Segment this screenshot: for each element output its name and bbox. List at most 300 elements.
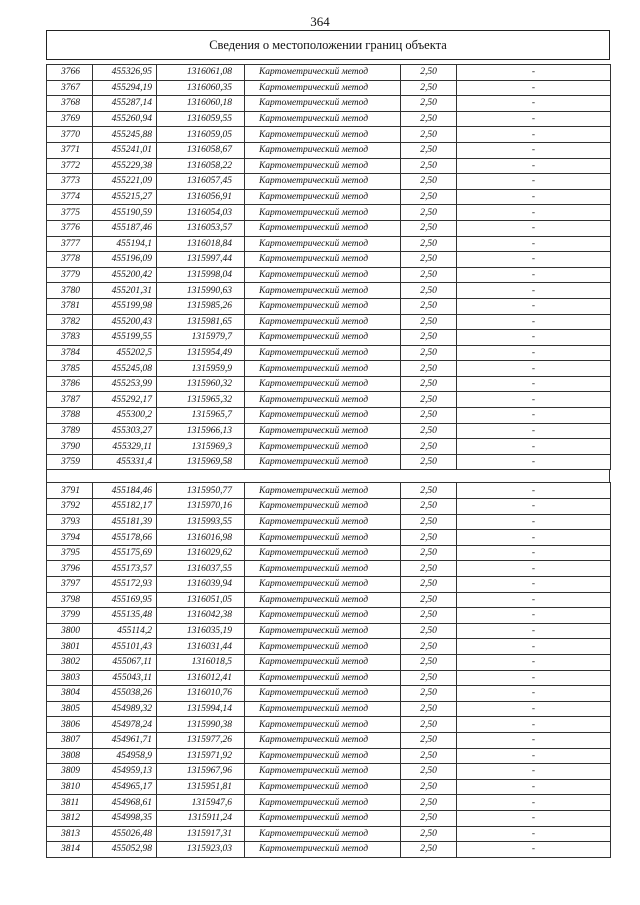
accuracy-cell: 2,50 (401, 267, 457, 283)
x-coordinate-cell: 455294,19 (93, 80, 157, 96)
description-cell: - (457, 111, 611, 127)
method-cell: Картометрический метод (245, 748, 401, 764)
table-row (47, 842, 611, 858)
y-coordinate-cell: 1315966,13 (157, 423, 245, 439)
point-number-cell: 3810 (47, 779, 93, 795)
description-cell: - (457, 392, 611, 408)
y-coordinate-cell: 1315993,55 (157, 514, 245, 530)
method-cell: Картометрический метод (245, 408, 401, 424)
point-number-cell: 3766 (47, 65, 93, 81)
page-number: 364 (310, 14, 330, 29)
method-cell: Картометрический метод (245, 608, 401, 624)
y-coordinate-cell: 1316031,44 (157, 639, 245, 655)
x-coordinate-cell: 455245,88 (93, 127, 157, 143)
table-row (47, 748, 611, 764)
table-row (47, 623, 611, 639)
description-cell: - (457, 127, 611, 143)
y-coordinate-cell: 1315969,3 (157, 439, 245, 455)
y-coordinate-cell: 1316061,08 (157, 65, 245, 81)
y-coordinate-cell: 1316058,22 (157, 158, 245, 174)
method-cell: Картометрический метод (245, 842, 401, 858)
y-coordinate-cell: 1315970,16 (157, 499, 245, 515)
x-coordinate-cell: 454959,13 (93, 764, 157, 780)
description-cell: - (457, 499, 611, 515)
x-coordinate-cell: 455175,69 (93, 545, 157, 561)
method-cell: Картометрический метод (245, 252, 401, 268)
table-row (47, 96, 611, 112)
table-row (47, 267, 611, 283)
point-number-cell: 3787 (47, 392, 93, 408)
point-number-cell: 3771 (47, 142, 93, 158)
description-cell: - (457, 439, 611, 455)
description-cell: - (457, 314, 611, 330)
accuracy-cell: 2,50 (401, 577, 457, 593)
table-row (47, 236, 611, 252)
y-coordinate-cell: 1316058,67 (157, 142, 245, 158)
method-cell: Картометрический метод (245, 499, 401, 515)
y-coordinate-cell: 1316060,18 (157, 96, 245, 112)
accuracy-cell: 2,50 (401, 764, 457, 780)
y-coordinate-cell: 1315981,65 (157, 314, 245, 330)
table-row (47, 174, 611, 190)
table-row (47, 65, 611, 81)
description-cell: - (457, 530, 611, 546)
description-cell: - (457, 142, 611, 158)
y-coordinate-cell: 1315959,9 (157, 361, 245, 377)
y-coordinate-cell: 1315947,6 (157, 795, 245, 811)
x-coordinate-cell: 455287,14 (93, 96, 157, 112)
accuracy-cell: 2,50 (401, 514, 457, 530)
description-cell: - (457, 592, 611, 608)
method-cell: Картометрический метод (245, 65, 401, 81)
y-coordinate-cell: 1315911,24 (157, 810, 245, 826)
table-row (47, 376, 611, 392)
y-coordinate-cell: 1315985,26 (157, 298, 245, 314)
y-coordinate-cell: 1316054,03 (157, 205, 245, 221)
y-coordinate-cell: 1315960,32 (157, 376, 245, 392)
accuracy-cell: 2,50 (401, 96, 457, 112)
accuracy-cell: 2,50 (401, 408, 457, 424)
accuracy-cell: 2,50 (401, 220, 457, 236)
point-number-cell: 3786 (47, 376, 93, 392)
point-number-cell: 3807 (47, 732, 93, 748)
table-row (47, 795, 611, 811)
accuracy-cell: 2,50 (401, 80, 457, 96)
method-cell: Картометрический метод (245, 545, 401, 561)
point-number-cell: 3812 (47, 810, 93, 826)
y-coordinate-cell: 1316053,57 (157, 220, 245, 236)
table-row (47, 205, 611, 221)
method-cell: Картометрический метод (245, 810, 401, 826)
point-number-cell: 3767 (47, 80, 93, 96)
method-cell: Картометрический метод (245, 639, 401, 655)
table-row (47, 764, 611, 780)
method-cell: Картометрический метод (245, 764, 401, 780)
group-separator (46, 470, 610, 482)
point-number-cell: 3809 (47, 764, 93, 780)
x-coordinate-cell: 455194,1 (93, 236, 157, 252)
description-cell: - (457, 654, 611, 670)
point-number-cell: 3778 (47, 252, 93, 268)
point-number-cell: 3813 (47, 826, 93, 842)
x-coordinate-cell: 455221,09 (93, 174, 157, 190)
description-cell: - (457, 454, 611, 470)
point-number-cell: 3808 (47, 748, 93, 764)
description-cell: - (457, 236, 611, 252)
y-coordinate-cell: 1315979,7 (157, 330, 245, 346)
x-coordinate-cell: 454961,71 (93, 732, 157, 748)
table-row (47, 361, 611, 377)
table-row (47, 732, 611, 748)
accuracy-cell: 2,50 (401, 842, 457, 858)
table-row (47, 514, 611, 530)
table-row (47, 439, 611, 455)
point-number-cell: 3789 (47, 423, 93, 439)
method-cell: Картометрический метод (245, 142, 401, 158)
x-coordinate-cell: 455199,98 (93, 298, 157, 314)
description-cell: - (457, 483, 611, 499)
method-cell: Картометрический метод (245, 701, 401, 717)
point-number-cell: 3792 (47, 499, 93, 515)
description-cell: - (457, 298, 611, 314)
point-number-cell: 3800 (47, 623, 93, 639)
x-coordinate-cell: 454968,61 (93, 795, 157, 811)
point-number-cell: 3804 (47, 686, 93, 702)
y-coordinate-cell: 1315997,44 (157, 252, 245, 268)
table-row (47, 158, 611, 174)
table-row (47, 483, 611, 499)
point-number-cell: 3799 (47, 608, 93, 624)
method-cell: Картометрический метод (245, 96, 401, 112)
table-row (47, 701, 611, 717)
table-row (47, 826, 611, 842)
table-row (47, 654, 611, 670)
method-cell: Картометрический метод (245, 423, 401, 439)
method-cell: Картометрический метод (245, 623, 401, 639)
x-coordinate-cell: 455303,27 (93, 423, 157, 439)
x-coordinate-cell: 454978,24 (93, 717, 157, 733)
accuracy-cell: 2,50 (401, 654, 457, 670)
description-cell: - (457, 345, 611, 361)
accuracy-cell: 2,50 (401, 732, 457, 748)
table-row (47, 189, 611, 205)
accuracy-cell: 2,50 (401, 748, 457, 764)
method-cell: Картометрический метод (245, 795, 401, 811)
point-number-cell: 3805 (47, 701, 93, 717)
y-coordinate-cell: 1316012,41 (157, 670, 245, 686)
y-coordinate-cell: 1315965,32 (157, 392, 245, 408)
description-cell: - (457, 408, 611, 424)
x-coordinate-cell: 455253,99 (93, 376, 157, 392)
accuracy-cell: 2,50 (401, 345, 457, 361)
accuracy-cell: 2,50 (401, 779, 457, 795)
point-number-cell: 3781 (47, 298, 93, 314)
y-coordinate-cell: 1315971,92 (157, 748, 245, 764)
description-cell: - (457, 174, 611, 190)
method-cell: Картометрический метод (245, 654, 401, 670)
point-number-cell: 3811 (47, 795, 93, 811)
point-number-cell: 3775 (47, 205, 93, 221)
table-row (47, 499, 611, 515)
description-cell: - (457, 267, 611, 283)
accuracy-cell: 2,50 (401, 454, 457, 470)
accuracy-cell: 2,50 (401, 236, 457, 252)
x-coordinate-cell: 455181,39 (93, 514, 157, 530)
y-coordinate-cell: 1315990,38 (157, 717, 245, 733)
y-coordinate-cell: 1315998,04 (157, 267, 245, 283)
x-coordinate-cell: 455331,4 (93, 454, 157, 470)
accuracy-cell: 2,50 (401, 127, 457, 143)
y-coordinate-cell: 1315990,63 (157, 283, 245, 299)
table-row (47, 639, 611, 655)
point-number-cell: 3785 (47, 361, 93, 377)
y-coordinate-cell: 1316051,05 (157, 592, 245, 608)
x-coordinate-cell: 455245,08 (93, 361, 157, 377)
point-number-cell: 3801 (47, 639, 93, 655)
method-cell: Картометрический метод (245, 826, 401, 842)
point-number-cell: 3806 (47, 717, 93, 733)
point-number-cell: 3796 (47, 561, 93, 577)
description-cell: - (457, 205, 611, 221)
method-cell: Картометрический метод (245, 158, 401, 174)
point-number-cell: 3798 (47, 592, 93, 608)
table-row (47, 670, 611, 686)
point-number-cell: 3793 (47, 514, 93, 530)
y-coordinate-cell: 1315923,03 (157, 842, 245, 858)
method-cell: Картометрический метод (245, 530, 401, 546)
point-number-cell: 3770 (47, 127, 93, 143)
method-cell: Картометрический метод (245, 330, 401, 346)
y-coordinate-cell: 1316039,94 (157, 577, 245, 593)
method-cell: Картометрический метод (245, 439, 401, 455)
description-cell: - (457, 361, 611, 377)
x-coordinate-cell: 455200,43 (93, 314, 157, 330)
x-coordinate-cell: 455300,2 (93, 408, 157, 424)
description-cell: - (457, 670, 611, 686)
method-cell: Картометрический метод (245, 732, 401, 748)
x-coordinate-cell: 455326,95 (93, 65, 157, 81)
x-coordinate-cell: 454958,9 (93, 748, 157, 764)
description-cell: - (457, 514, 611, 530)
x-coordinate-cell: 455052,98 (93, 842, 157, 858)
table-row (47, 608, 611, 624)
y-coordinate-cell: 1316018,5 (157, 654, 245, 670)
description-cell: - (457, 376, 611, 392)
section-title: Сведения о местоположении границ объекта (46, 30, 610, 60)
accuracy-cell: 2,50 (401, 392, 457, 408)
method-cell: Картометрический метод (245, 577, 401, 593)
x-coordinate-cell: 455260,94 (93, 111, 157, 127)
accuracy-cell: 2,50 (401, 639, 457, 655)
y-coordinate-cell: 1315951,81 (157, 779, 245, 795)
method-cell: Картометрический метод (245, 376, 401, 392)
table-row (47, 392, 611, 408)
point-number-cell: 3780 (47, 283, 93, 299)
accuracy-cell: 2,50 (401, 314, 457, 330)
method-cell: Картометрический метод (245, 267, 401, 283)
table-row (47, 592, 611, 608)
point-number-cell: 3783 (47, 330, 93, 346)
method-cell: Картометрический метод (245, 361, 401, 377)
y-coordinate-cell: 1316059,55 (157, 111, 245, 127)
x-coordinate-cell: 455329,11 (93, 439, 157, 455)
y-coordinate-cell: 1316057,45 (157, 174, 245, 190)
y-coordinate-cell: 1316059,05 (157, 127, 245, 143)
coordinates-group-1 (47, 65, 611, 470)
point-number-cell: 3777 (47, 236, 93, 252)
description-cell: - (457, 639, 611, 655)
method-cell: Картометрический метод (245, 283, 401, 299)
method-cell: Картометрический метод (245, 127, 401, 143)
coordinates-table (46, 64, 611, 470)
x-coordinate-cell: 455201,31 (93, 283, 157, 299)
x-coordinate-cell: 455038,26 (93, 686, 157, 702)
x-coordinate-cell: 455199,55 (93, 330, 157, 346)
table-row (47, 220, 611, 236)
x-coordinate-cell: 455178,66 (93, 530, 157, 546)
x-coordinate-cell: 455196,09 (93, 252, 157, 268)
y-coordinate-cell: 1316010,76 (157, 686, 245, 702)
accuracy-cell: 2,50 (401, 561, 457, 577)
point-number-cell: 3794 (47, 530, 93, 546)
description-cell: - (457, 826, 611, 842)
description-cell: - (457, 545, 611, 561)
method-cell: Картометрический метод (245, 111, 401, 127)
accuracy-cell: 2,50 (401, 439, 457, 455)
accuracy-cell: 2,50 (401, 65, 457, 81)
y-coordinate-cell: 1316056,91 (157, 189, 245, 205)
accuracy-cell: 2,50 (401, 298, 457, 314)
x-coordinate-cell: 455184,46 (93, 483, 157, 499)
accuracy-cell: 2,50 (401, 592, 457, 608)
point-number-cell: 3769 (47, 111, 93, 127)
point-number-cell: 3803 (47, 670, 93, 686)
accuracy-cell: 2,50 (401, 361, 457, 377)
method-cell: Картометрический метод (245, 205, 401, 221)
method-cell: Картометрический метод (245, 514, 401, 530)
description-cell: - (457, 561, 611, 577)
point-number-cell: 3791 (47, 483, 93, 499)
accuracy-cell: 2,50 (401, 530, 457, 546)
x-coordinate-cell: 454965,17 (93, 779, 157, 795)
accuracy-cell: 2,50 (401, 826, 457, 842)
y-coordinate-cell: 1316018,84 (157, 236, 245, 252)
table-row (47, 345, 611, 361)
accuracy-cell: 2,50 (401, 686, 457, 702)
y-coordinate-cell: 1315994,14 (157, 701, 245, 717)
table-row (47, 408, 611, 424)
accuracy-cell: 2,50 (401, 174, 457, 190)
x-coordinate-cell: 455114,2 (93, 623, 157, 639)
method-cell: Картометрический метод (245, 298, 401, 314)
table-row (47, 530, 611, 546)
point-number-cell: 3790 (47, 439, 93, 455)
description-cell: - (457, 842, 611, 858)
accuracy-cell: 2,50 (401, 499, 457, 515)
description-cell: - (457, 577, 611, 593)
x-coordinate-cell: 455202,5 (93, 345, 157, 361)
table-row (47, 283, 611, 299)
accuracy-cell: 2,50 (401, 189, 457, 205)
description-cell: - (457, 330, 611, 346)
x-coordinate-cell: 455043,11 (93, 670, 157, 686)
table-row (47, 142, 611, 158)
coordinates-table-2 (46, 482, 611, 857)
table-row (47, 127, 611, 143)
table-row (47, 252, 611, 268)
y-coordinate-cell: 1315917,31 (157, 826, 245, 842)
table-row (47, 330, 611, 346)
description-cell: - (457, 764, 611, 780)
y-coordinate-cell: 1316035,19 (157, 623, 245, 639)
method-cell: Картометрический метод (245, 220, 401, 236)
point-number-cell: 3782 (47, 314, 93, 330)
y-coordinate-cell: 1316060,35 (157, 80, 245, 96)
accuracy-cell: 2,50 (401, 283, 457, 299)
description-cell: - (457, 608, 611, 624)
accuracy-cell: 2,50 (401, 205, 457, 221)
table-row (47, 80, 611, 96)
accuracy-cell: 2,50 (401, 158, 457, 174)
table-row (47, 577, 611, 593)
point-number-cell: 3773 (47, 174, 93, 190)
x-coordinate-cell: 455241,01 (93, 142, 157, 158)
y-coordinate-cell: 1315969,58 (157, 454, 245, 470)
description-cell: - (457, 748, 611, 764)
table-row (47, 454, 611, 470)
x-coordinate-cell: 455026,48 (93, 826, 157, 842)
y-coordinate-cell: 1315965,7 (157, 408, 245, 424)
x-coordinate-cell: 455067,11 (93, 654, 157, 670)
method-cell: Картометрический метод (245, 345, 401, 361)
method-cell: Картометрический метод (245, 314, 401, 330)
accuracy-cell: 2,50 (401, 376, 457, 392)
y-coordinate-cell: 1316029,62 (157, 545, 245, 561)
point-number-cell: 3788 (47, 408, 93, 424)
accuracy-cell: 2,50 (401, 670, 457, 686)
method-cell: Картометрический метод (245, 483, 401, 499)
point-number-cell: 3802 (47, 654, 93, 670)
document-frame (46, 30, 610, 858)
x-coordinate-cell: 455182,17 (93, 499, 157, 515)
y-coordinate-cell: 1316042,38 (157, 608, 245, 624)
description-cell: - (457, 779, 611, 795)
table-row (47, 810, 611, 826)
x-coordinate-cell: 455215,27 (93, 189, 157, 205)
x-coordinate-cell: 455187,46 (93, 220, 157, 236)
accuracy-cell: 2,50 (401, 545, 457, 561)
description-cell: - (457, 65, 611, 81)
y-coordinate-cell: 1316016,98 (157, 530, 245, 546)
x-coordinate-cell: 455292,17 (93, 392, 157, 408)
method-cell: Картометрический метод (245, 717, 401, 733)
accuracy-cell: 2,50 (401, 810, 457, 826)
table-row (47, 717, 611, 733)
method-cell: Картометрический метод (245, 686, 401, 702)
description-cell: - (457, 158, 611, 174)
point-number-cell: 3797 (47, 577, 93, 593)
description-cell: - (457, 732, 611, 748)
x-coordinate-cell: 455169,95 (93, 592, 157, 608)
y-coordinate-cell: 1315967,96 (157, 764, 245, 780)
coordinates-group-2 (47, 483, 611, 857)
point-number-cell: 3814 (47, 842, 93, 858)
table-row (47, 779, 611, 795)
description-cell: - (457, 810, 611, 826)
x-coordinate-cell: 455229,38 (93, 158, 157, 174)
x-coordinate-cell: 455172,93 (93, 577, 157, 593)
accuracy-cell: 2,50 (401, 623, 457, 639)
